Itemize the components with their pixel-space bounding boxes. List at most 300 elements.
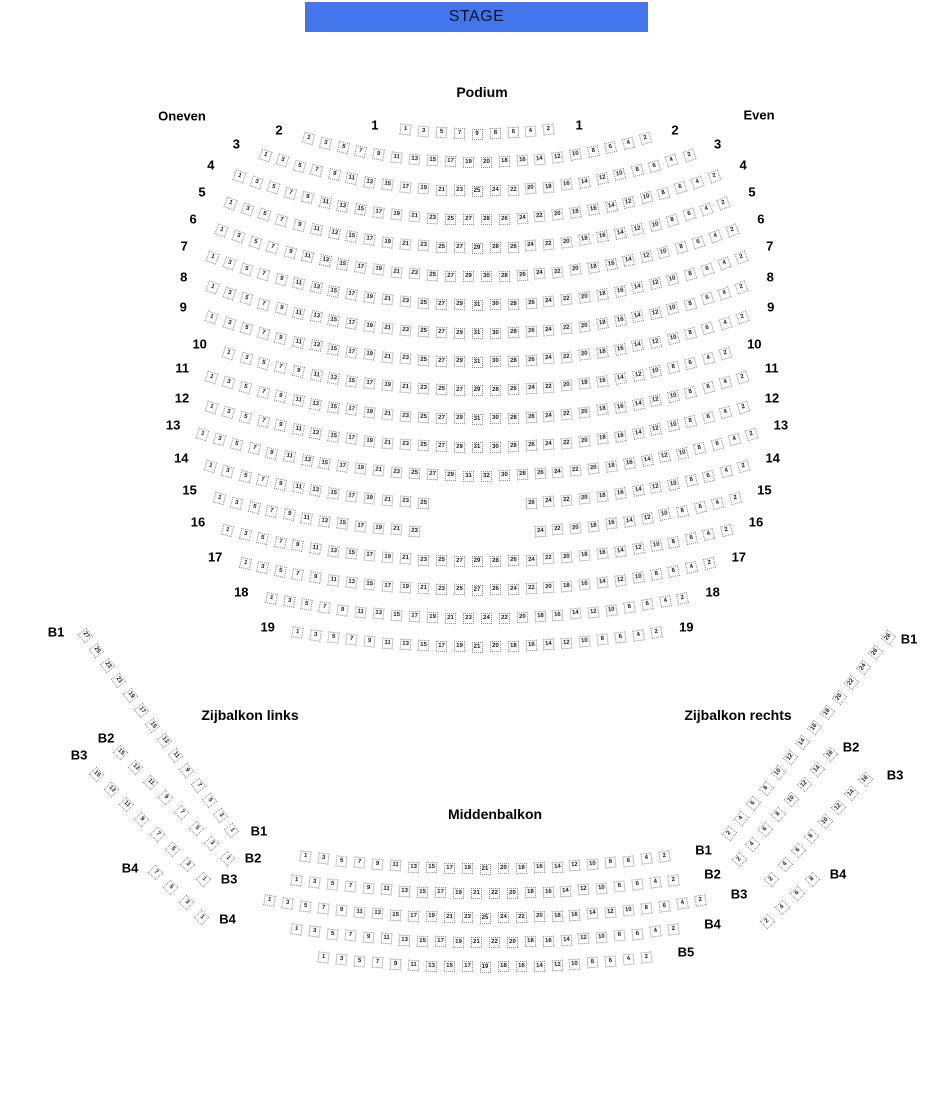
seat[interactable]: 2 (764, 871, 780, 887)
seat[interactable]: 11 (345, 172, 358, 185)
seat[interactable]: 24 (534, 268, 546, 280)
seat[interactable]: 22 (543, 381, 555, 393)
seat[interactable]: 32 (480, 470, 491, 481)
seat[interactable]: 1 (205, 311, 219, 325)
seat[interactable]: 12 (578, 884, 590, 896)
seat[interactable]: 7 (453, 128, 464, 139)
seat[interactable]: 16 (542, 886, 554, 898)
seat[interactable]: 13 (327, 372, 340, 385)
seat[interactable]: 8 (587, 957, 599, 969)
seat[interactable]: 9 (274, 302, 287, 315)
seat[interactable]: 17 (345, 288, 358, 301)
seat[interactable]: 7 (147, 864, 163, 880)
seat[interactable]: 4 (640, 853, 652, 865)
seat[interactable]: 20 (552, 208, 564, 220)
seat[interactable]: 22 (534, 211, 546, 223)
seat[interactable]: 10 (676, 446, 689, 459)
seat[interactable]: 13 (310, 339, 323, 352)
seat[interactable]: 7 (292, 568, 305, 581)
seat[interactable]: 8 (614, 881, 626, 893)
seat[interactable]: 27 (435, 327, 446, 338)
seat[interactable]: 6 (693, 501, 706, 514)
seat[interactable]: 2 (735, 281, 749, 295)
seat[interactable]: 14 (551, 861, 563, 873)
seat[interactable]: 18 (819, 705, 834, 720)
seat[interactable]: 26 (868, 644, 883, 659)
seat[interactable]: 3 (319, 137, 332, 150)
seat[interactable]: 23 (426, 212, 438, 224)
seat[interactable]: 10 (596, 882, 608, 894)
seat[interactable]: 5 (239, 322, 253, 336)
seat[interactable]: 11 (380, 933, 392, 945)
seat[interactable]: 1 (205, 281, 219, 295)
seat[interactable]: 24 (543, 410, 555, 422)
seat[interactable]: 9 (472, 129, 483, 140)
seat[interactable]: 21 (435, 184, 447, 196)
seat[interactable]: 17 (444, 156, 455, 167)
seat[interactable]: 21 (443, 912, 454, 923)
seat[interactable]: 15 (336, 258, 349, 271)
seat[interactable]: 8 (685, 474, 698, 487)
seat[interactable]: 18 (497, 961, 508, 972)
seat[interactable]: 22 (488, 937, 499, 948)
seat[interactable]: 8 (650, 568, 663, 581)
seat[interactable]: 11 (327, 574, 339, 586)
seat[interactable]: 30 (489, 299, 500, 310)
seat[interactable]: 19 (399, 582, 411, 594)
seat[interactable]: 19 (372, 264, 384, 276)
seat[interactable]: 30 (480, 271, 491, 282)
seat[interactable]: 20 (516, 612, 527, 623)
seat[interactable]: 31 (472, 414, 483, 425)
seat[interactable]: 7 (265, 505, 278, 518)
seat[interactable]: 3 (281, 897, 293, 909)
seat[interactable]: 4 (719, 406, 733, 420)
seat[interactable]: 13 (425, 960, 436, 971)
seat[interactable]: 5 (337, 141, 350, 154)
seat[interactable]: 6 (701, 381, 715, 395)
seat[interactable]: 25 (444, 213, 455, 224)
seat[interactable]: 11 (310, 369, 323, 382)
seat[interactable]: 19 (425, 911, 436, 922)
seat[interactable]: 20 (578, 291, 590, 303)
seat[interactable]: 10 (596, 932, 608, 944)
seat[interactable]: 17 (363, 233, 376, 246)
seat[interactable]: 2 (717, 196, 731, 210)
seat[interactable]: 1 (194, 909, 210, 925)
seat[interactable]: 9 (362, 882, 374, 894)
seat[interactable]: 12 (783, 750, 798, 765)
seat[interactable]: 2 (745, 428, 759, 442)
seat[interactable]: 10 (587, 859, 599, 871)
seat[interactable]: 22 (543, 553, 555, 565)
seat[interactable]: 20 (570, 522, 582, 534)
seat[interactable]: 6 (701, 292, 715, 306)
seat[interactable]: 27 (426, 469, 438, 481)
seat[interactable]: 16 (605, 258, 618, 271)
seat[interactable]: 8 (597, 634, 609, 646)
seat[interactable]: 5 (353, 955, 365, 967)
seat[interactable]: 22 (543, 238, 555, 250)
seat[interactable]: 7 (274, 536, 287, 549)
seat[interactable]: 6 (710, 438, 723, 451)
seat[interactable]: 8 (676, 505, 689, 518)
seat[interactable]: 25 (480, 913, 491, 924)
seat[interactable]: 22 (561, 351, 573, 363)
seat[interactable]: 15 (345, 375, 358, 388)
seat[interactable]: 9 (336, 604, 348, 616)
seat[interactable]: 16 (596, 230, 609, 243)
seat[interactable]: 4 (718, 316, 732, 330)
seat[interactable]: 10 (783, 791, 799, 807)
seat[interactable]: 21 (390, 524, 402, 536)
seat[interactable]: 2 (702, 557, 715, 570)
seat[interactable]: 26 (498, 213, 509, 224)
seat[interactable]: 16 (597, 548, 609, 560)
seat[interactable]: 21 (470, 937, 481, 948)
seat[interactable]: 25 (417, 297, 429, 309)
seat[interactable]: 5 (240, 292, 254, 306)
seat[interactable]: 5 (299, 900, 311, 912)
seat[interactable]: 3 (309, 629, 321, 641)
seat[interactable]: 2 (676, 592, 689, 605)
seat[interactable]: 4 (525, 126, 537, 138)
seat[interactable]: 10 (650, 539, 663, 552)
seat[interactable]: 27 (435, 413, 446, 424)
seat[interactable]: 14 (543, 639, 555, 651)
seat[interactable]: 26 (525, 440, 537, 452)
seat[interactable]: 14 (641, 454, 654, 467)
seat[interactable]: 6 (746, 795, 761, 810)
seat[interactable]: 26 (525, 411, 537, 423)
seat[interactable]: 20 (533, 911, 544, 922)
seat[interactable]: 6 (683, 208, 697, 222)
seat[interactable]: 11 (407, 959, 419, 971)
seat[interactable]: 2 (667, 874, 679, 886)
seat[interactable]: 4 (623, 954, 635, 966)
seat[interactable]: 10 (657, 245, 670, 258)
seat[interactable]: 10 (658, 508, 671, 521)
seat[interactable]: 8 (667, 536, 680, 549)
seat[interactable]: 30 (489, 413, 500, 424)
seat[interactable]: 3 (232, 229, 246, 243)
seat[interactable]: 16 (614, 314, 627, 327)
seat[interactable]: 3 (222, 316, 236, 330)
seat[interactable]: 10 (639, 191, 652, 204)
seat[interactable]: 4 (702, 528, 715, 541)
seat[interactable]: 16 (614, 430, 627, 443)
seat[interactable]: 2 (736, 400, 750, 414)
seat[interactable]: 4 (676, 897, 688, 909)
seat[interactable]: 22 (561, 408, 573, 420)
seat[interactable]: 10 (667, 478, 680, 491)
seat[interactable]: 3 (256, 561, 269, 574)
seat[interactable]: 9 (301, 191, 314, 204)
seat[interactable]: 10 (613, 168, 626, 181)
seat[interactable]: 22 (561, 494, 573, 506)
seat[interactable]: 3 (221, 465, 234, 478)
seat[interactable]: 12 (640, 250, 653, 263)
seat[interactable]: 19 (122, 687, 137, 702)
seat[interactable]: 11 (119, 796, 135, 812)
seat[interactable]: 24 (856, 659, 871, 674)
seat[interactable]: 17 (345, 404, 357, 416)
seat[interactable]: 5 (335, 855, 347, 867)
seat[interactable]: 6 (757, 821, 773, 837)
seat[interactable]: 14 (631, 281, 644, 294)
seat[interactable]: 8 (684, 415, 697, 428)
seat[interactable]: 20 (506, 937, 517, 948)
seat[interactable]: 24 (543, 324, 555, 336)
seat[interactable]: 27 (444, 270, 455, 281)
seat[interactable]: 19 (363, 435, 375, 447)
seat[interactable]: 19 (417, 183, 429, 195)
seat[interactable]: 4 (709, 229, 723, 243)
seat[interactable]: 13 (319, 254, 332, 267)
seat[interactable]: 11 (168, 747, 183, 762)
seat[interactable]: 12 (605, 906, 617, 918)
seat[interactable]: 22 (844, 675, 859, 690)
seat[interactable]: 5 (247, 501, 260, 514)
seat[interactable]: 6 (701, 322, 715, 336)
seat[interactable]: 31 (472, 442, 483, 453)
seat[interactable]: 16 (807, 720, 822, 735)
seat[interactable]: 27 (462, 214, 473, 225)
seat[interactable]: 8 (489, 128, 500, 139)
seat[interactable]: 4 (717, 256, 731, 270)
seat[interactable]: 13 (327, 227, 340, 240)
seat[interactable]: 7 (257, 327, 270, 340)
seat[interactable]: 28 (489, 385, 500, 396)
seat[interactable]: 3 (178, 894, 194, 910)
seat[interactable]: 2 (725, 223, 739, 237)
seat[interactable]: 5 (249, 235, 263, 249)
seat[interactable]: 2 (759, 913, 775, 929)
seat[interactable]: 28 (507, 298, 519, 310)
seat[interactable]: 10 (579, 636, 591, 648)
seat[interactable]: 27 (77, 627, 92, 642)
seat[interactable]: 19 (461, 863, 472, 874)
seat[interactable]: 4 (718, 286, 732, 300)
seat[interactable]: 30 (489, 442, 500, 453)
seat[interactable]: 9 (292, 539, 305, 552)
seat[interactable]: 26 (507, 384, 518, 395)
seat[interactable]: 3 (223, 256, 237, 270)
seat[interactable]: 5 (239, 469, 252, 482)
seat[interactable]: 2 (731, 851, 747, 867)
seat[interactable]: 10 (817, 814, 833, 830)
seat[interactable]: 26 (507, 241, 519, 253)
seat[interactable]: 18 (534, 611, 546, 623)
seat[interactable]: 17 (354, 261, 367, 274)
seat[interactable]: 6 (623, 855, 635, 867)
seat[interactable]: 15 (327, 430, 340, 443)
seat[interactable]: 21 (381, 408, 393, 420)
seat[interactable]: 28 (489, 242, 500, 253)
seat[interactable]: 26 (516, 269, 528, 281)
seat[interactable]: 8 (623, 601, 635, 613)
seat[interactable]: 8 (758, 780, 773, 795)
seat[interactable]: 12 (649, 481, 662, 494)
seat[interactable]: 20 (506, 888, 517, 899)
seat[interactable]: 17 (434, 936, 445, 947)
seat[interactable]: 5 (230, 438, 243, 451)
seat[interactable]: 10 (666, 331, 679, 344)
seat[interactable]: 10 (632, 571, 645, 584)
seat[interactable]: 18 (596, 432, 608, 444)
seat[interactable]: 14 (570, 608, 582, 620)
seat[interactable]: 25 (417, 497, 429, 509)
seat[interactable]: 8 (666, 213, 680, 227)
seat[interactable]: 15 (443, 961, 454, 972)
seat[interactable]: 16 (614, 401, 627, 414)
seat[interactable]: 4 (700, 202, 714, 216)
seat[interactable]: 31 (472, 357, 483, 368)
seat[interactable]: 26 (525, 297, 537, 309)
seat[interactable]: 25 (89, 642, 104, 657)
seat[interactable]: 6 (674, 181, 688, 195)
seat[interactable]: 11 (301, 512, 314, 525)
seat[interactable]: 2 (708, 169, 722, 183)
seat[interactable]: 5 (239, 381, 253, 395)
seat[interactable]: 8 (684, 327, 697, 340)
seat[interactable]: 5 (326, 928, 338, 940)
seat[interactable]: 21 (381, 494, 393, 506)
seat[interactable]: 23 (399, 439, 411, 451)
seat[interactable]: 21 (381, 437, 393, 449)
seat[interactable]: 29 (453, 328, 464, 339)
seat[interactable]: 19 (381, 380, 393, 392)
seat[interactable]: 18 (561, 580, 573, 592)
seat[interactable]: 25 (435, 384, 446, 395)
seat[interactable]: 22 (515, 912, 526, 923)
seat[interactable]: 25 (426, 269, 438, 281)
seat[interactable]: 6 (507, 127, 519, 139)
seat[interactable]: 7 (173, 805, 189, 821)
seat[interactable]: 7 (257, 386, 270, 399)
seat[interactable]: 9 (372, 148, 385, 161)
seat[interactable]: 3 (417, 126, 429, 138)
seat[interactable]: 23 (399, 410, 411, 422)
seat[interactable]: 18 (579, 550, 591, 562)
seat[interactable]: 6 (641, 599, 654, 612)
seat[interactable]: 1 (204, 460, 218, 474)
seat[interactable]: 24 (543, 353, 555, 365)
seat[interactable]: 13 (408, 153, 420, 165)
seat[interactable]: 27 (435, 298, 447, 310)
seat[interactable]: 17 (363, 377, 375, 389)
seat[interactable]: 15 (327, 343, 340, 356)
seat[interactable]: 3 (180, 856, 196, 872)
seat[interactable]: 7 (318, 601, 330, 613)
seat[interactable]: 21 (472, 642, 483, 653)
seat[interactable]: 22 (498, 613, 509, 624)
seat[interactable]: 9 (265, 446, 278, 459)
seat[interactable]: 19 (426, 612, 437, 623)
seat[interactable]: 12 (649, 306, 662, 319)
seat[interactable]: 18 (579, 377, 591, 389)
seat[interactable]: 7 (257, 297, 271, 311)
seat[interactable]: 28 (507, 355, 518, 366)
seat[interactable]: 15 (327, 401, 340, 414)
seat[interactable]: 15 (363, 578, 375, 590)
seat[interactable]: 14 (578, 176, 591, 189)
seat[interactable]: 5 (327, 631, 339, 643)
seat[interactable]: 10 (666, 273, 679, 286)
seat[interactable]: 16 (605, 518, 617, 530)
seat[interactable]: 2 (720, 524, 733, 537)
seat[interactable]: 4 (774, 899, 790, 915)
seat[interactable]: 15 (416, 886, 428, 898)
seat[interactable]: 4 (734, 810, 749, 825)
seat[interactable]: 20 (497, 863, 508, 874)
seat[interactable]: 3 (222, 376, 236, 390)
seat[interactable]: 31 (462, 470, 473, 481)
seat[interactable]: 3 (221, 406, 235, 420)
seat[interactable]: 10 (623, 904, 635, 916)
seat[interactable]: 12 (632, 369, 645, 382)
seat[interactable]: 8 (614, 930, 626, 942)
seat[interactable]: 5 (326, 878, 338, 890)
seat[interactable]: 28 (507, 413, 518, 424)
seat[interactable]: 14 (534, 153, 546, 165)
seat[interactable]: 9 (274, 331, 287, 344)
seat[interactable]: 20 (480, 157, 491, 168)
seat[interactable]: 26 (507, 555, 518, 566)
seat[interactable]: 29 (444, 470, 455, 481)
seat[interactable]: 10 (569, 958, 581, 970)
seat[interactable]: 27 (453, 556, 464, 567)
seat[interactable]: 28 (507, 327, 518, 338)
seat[interactable]: 15 (327, 314, 340, 327)
seat[interactable]: 27 (453, 385, 464, 396)
seat[interactable]: 28 (489, 556, 500, 567)
seat[interactable]: 21 (417, 583, 429, 595)
seat[interactable]: 7 (275, 213, 289, 227)
seat[interactable]: 30 (498, 470, 509, 481)
seat[interactable]: 21 (480, 864, 491, 875)
seat[interactable]: 15 (354, 203, 367, 216)
seat[interactable]: 7 (284, 186, 298, 200)
seat[interactable]: 12 (649, 394, 662, 407)
seat[interactable]: 13 (309, 427, 322, 440)
seat[interactable]: 13 (327, 545, 339, 557)
seat[interactable]: 13 (318, 515, 331, 528)
seat[interactable]: 3 (249, 175, 263, 189)
seat[interactable]: 11 (389, 860, 401, 872)
seat[interactable]: 25 (408, 468, 420, 480)
seat[interactable]: 12 (649, 336, 662, 349)
seat[interactable]: 13 (372, 608, 384, 620)
seat[interactable]: 1 (290, 874, 302, 886)
seat[interactable]: 1 (204, 400, 218, 414)
seat[interactable]: 14 (844, 786, 860, 802)
seat[interactable]: 9 (274, 273, 287, 286)
seat[interactable]: 8 (640, 902, 652, 914)
seat[interactable]: 15 (417, 640, 429, 652)
seat[interactable]: 14 (560, 885, 572, 897)
seat[interactable]: 21 (381, 322, 393, 334)
seat[interactable]: 5 (239, 410, 252, 423)
seat[interactable]: 13 (399, 639, 411, 651)
seat[interactable]: 19 (390, 208, 402, 220)
seat[interactable]: 24 (534, 525, 546, 537)
seat[interactable]: 19 (381, 552, 393, 564)
seat[interactable]: 14 (614, 372, 627, 385)
seat[interactable]: 2 (735, 311, 749, 325)
seat[interactable]: 4 (622, 137, 635, 150)
seat[interactable]: 20 (543, 582, 555, 594)
